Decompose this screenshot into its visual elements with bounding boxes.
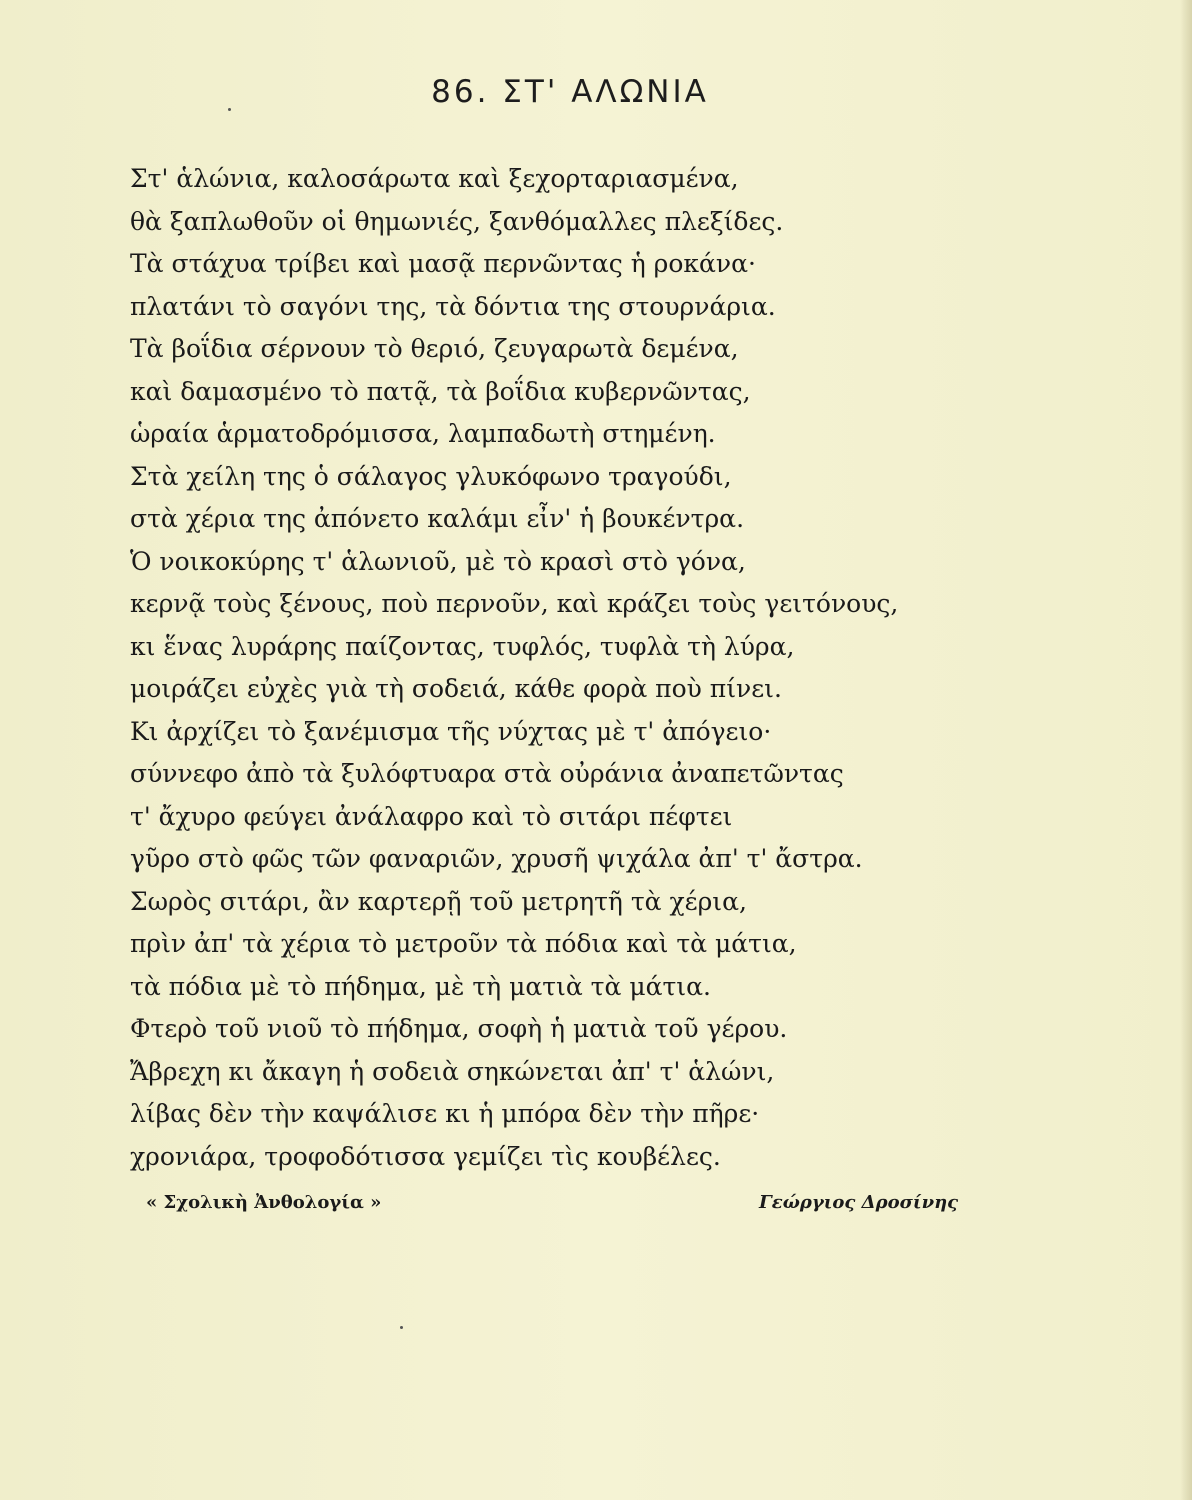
poem-line: Κι ἀρχίζει τὸ ξανέμισμα τῆς νύχτας μὲ τ' ἀπόγειο· — [130, 716, 772, 746]
author-name: Γεώργιος Δροσίνης — [759, 1192, 959, 1213]
poem-line: Σωρὸς σιτάρι, ἂν καρτερῇ τοῦ μετρητῆ τὰ χέρια, — [130, 886, 747, 916]
print-speck — [400, 1326, 403, 1329]
page-edge — [1180, 0, 1192, 1500]
poem-line: πρὶν ἀπ' τὰ χέρια τὸ μετροῦν τὰ πόδια καὶ τὰ μάτια, — [130, 929, 797, 958]
poem-line: στὰ χέρια της ἀπόνετο καλάμι εἶν' ἡ βουκέντρα. — [130, 504, 745, 533]
poem-line: γῦρο στὸ φῶς τῶν φαναριῶν, χρυσῆ ψιχάλα ἀπ' τ' ἄστρα. — [130, 844, 863, 873]
poem-line: Στ' ἁλώνια, καλοσάρωτα καὶ ξεχορταριασμένα, — [130, 164, 739, 193]
poem-line: θὰ ξαπλωθοῦν οἱ θημωνιές, ξανθόμαλλες πλεξίδες. — [130, 206, 784, 236]
poem-line: Τὰ βοΐδια σέρνουν τὸ θεριό, ζευγαρωτὰ δεμένα, — [130, 334, 739, 363]
poem-line: κι ἕνας λυράρης παίζοντας, τυφλός, τυφλὰ τὴ λύρα, — [130, 631, 795, 661]
poem-line: τ' ἄχυρο φεύγει ἀνάλαφρο καὶ τὸ σιτάρι πέφτει — [130, 801, 733, 831]
poem-title: 86. ΣΤ' ΑΛΩΝΙΑ — [431, 74, 709, 110]
poem-line: λίβας δὲν τὴν καψάλισε κι ἡ μπόρα δὲν τὴν πῆρε· — [130, 1099, 760, 1128]
poem-line: χρονιάρα, τροφοδότισσα γεμίζει τὶς κουβέλες. — [130, 1141, 721, 1171]
poem-line: κερνᾷ τοὺς ξένους, ποὺ περνοῦν, καὶ κράζει τοὺς γειτόνους, — [130, 589, 899, 618]
poem-line: Φτερὸ τοῦ νιοῦ τὸ πήδημα, σοφὴ ἡ ματιὰ τοῦ γέρου. — [130, 1014, 788, 1043]
poem-line: πλατάνι τὸ σαγόνι της, τὰ δόντια της στουρνάρια. — [130, 291, 776, 321]
poem-line: Στὰ χείλη της ὁ σάλαγος γλυκόφωνο τραγούδι, — [130, 461, 732, 491]
source-attribution: « Σχολικὴ Ἀνθολογία » — [146, 1192, 382, 1213]
poem-body — [130, 158, 1030, 1178]
poem-line: σύννεφο ἀπὸ τὰ ξυλόφτυαρα στὰ οὐράνια ἀναπετῶντας — [130, 759, 844, 788]
poem-line: Ὁ νοικοκύρης τ' ἁλωνιοῦ, μὲ τὸ κρασὶ στὸ γόνα, — [130, 546, 746, 576]
poem-line: μοιράζει εὐχὲς γιὰ τὴ σοδειά, κάθε φορὰ ποὺ πίνει. — [130, 674, 782, 703]
poem-line: ὡραία ἁρματοδρόμισσα, λαμπαδωτὴ στημένη. — [130, 419, 716, 448]
poem-line: καὶ δαμασμένο τὸ πατᾷ, τὰ βοΐδια κυβερνῶντας, — [130, 376, 751, 406]
poem-line: Ἄβρεχη κι ἄκαγη ἡ σοδειὰ σηκώνεται ἀπ' τ' ἁλώνι, — [130, 1056, 775, 1086]
poem-line: τὰ πόδια μὲ τὸ πήδημα, μὲ τὴ ματιὰ τὰ μάτια. — [130, 971, 711, 1001]
poem-line: Τὰ στάχυα τρίβει καὶ μασᾷ περνῶντας ἡ ροκάνα· — [130, 249, 756, 278]
